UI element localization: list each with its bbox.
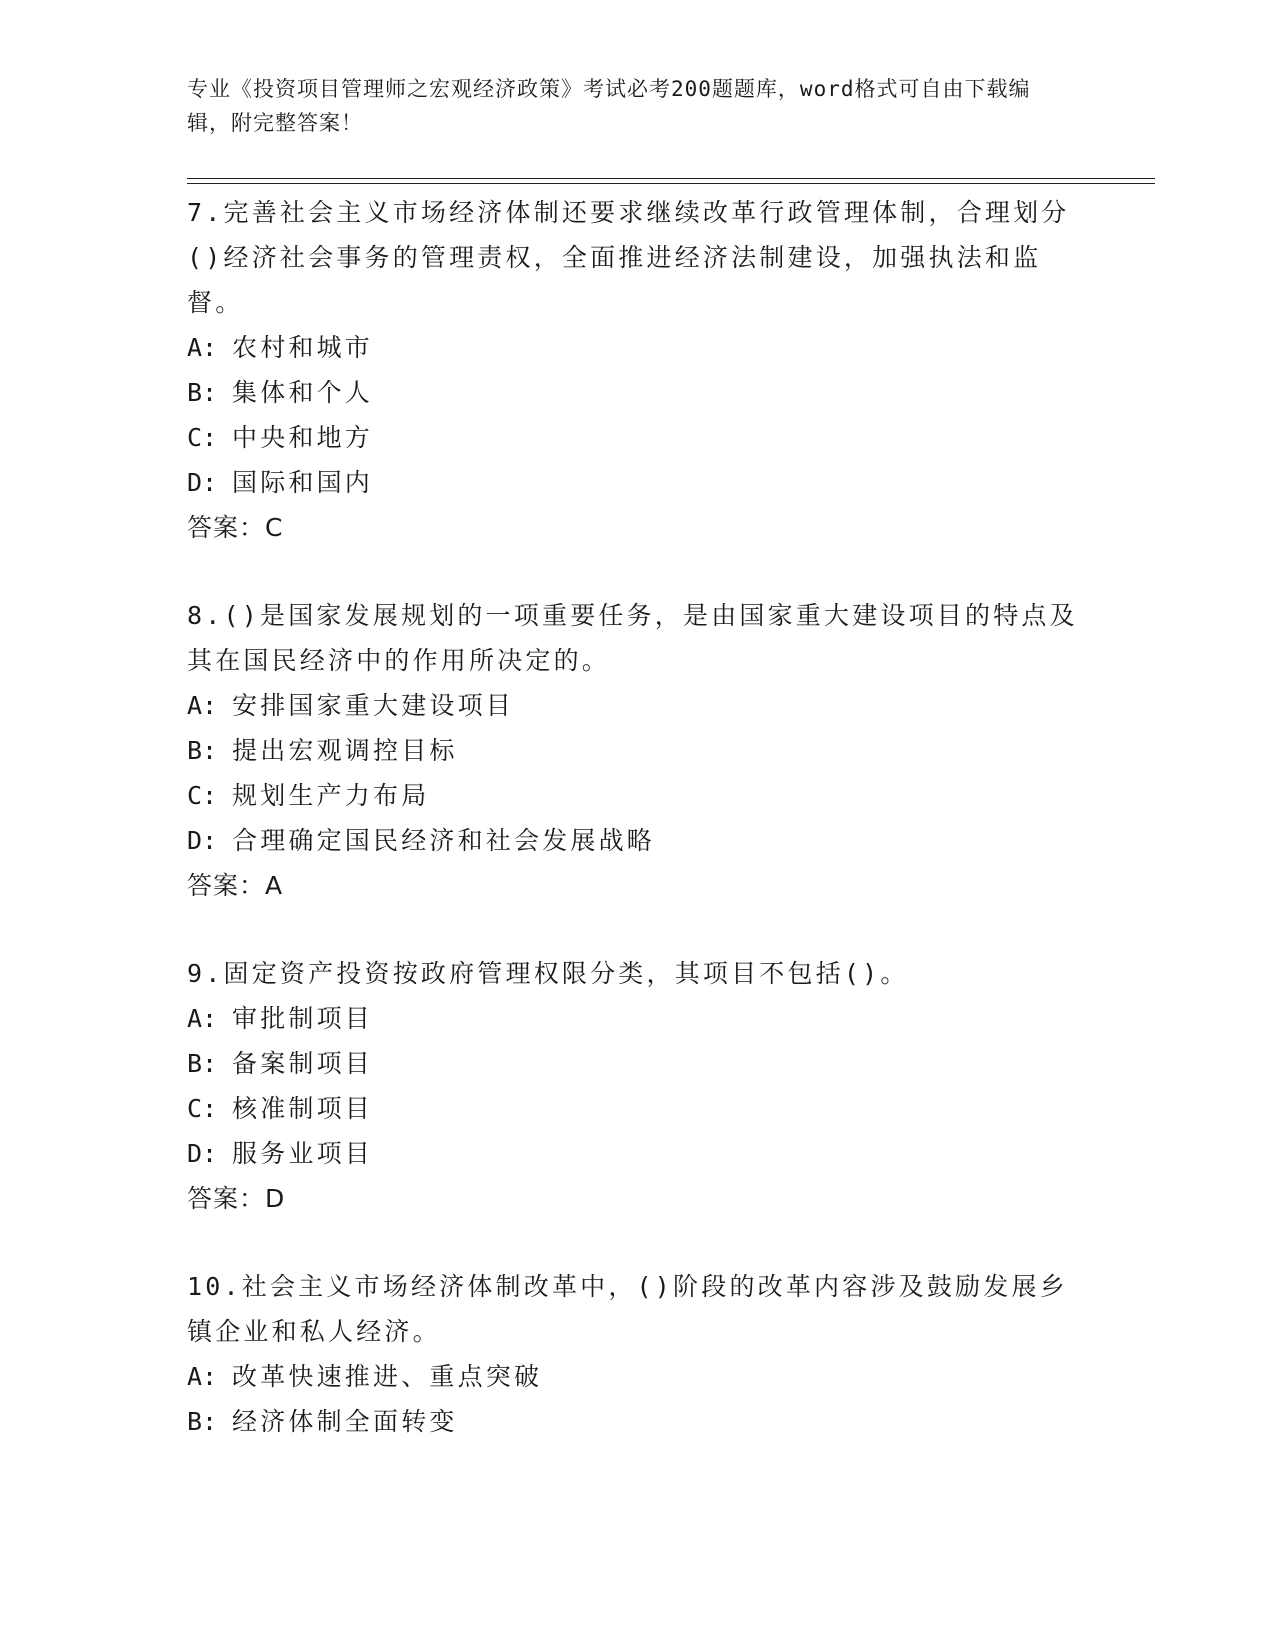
option-key: D: (187, 826, 218, 855)
option-text: 改革快速推进、重点突破 (232, 1362, 543, 1391)
option-text: 备案制项目 (232, 1049, 374, 1078)
option-key: C: (187, 781, 218, 810)
option-key: A: (187, 333, 218, 362)
option-text: 中央和地方 (232, 423, 374, 452)
option-text: 提出宏观调控目标 (232, 736, 458, 765)
option-c (187, 773, 1087, 818)
option-key: A: (187, 1362, 218, 1391)
option-key: D: (187, 1139, 218, 1168)
answer-line: 答案：A (187, 871, 284, 900)
answer-line: 答案：C (187, 513, 284, 542)
answer-line: 答案：D (187, 1184, 286, 1213)
option-c (187, 1086, 1087, 1131)
spacer (187, 1221, 1087, 1264)
option-key: B: (187, 736, 218, 765)
question-list (187, 190, 1087, 1444)
document-intro: 专业《投资项目管理师之宏观经济政策》考试必考200题题库，word格式可自由下载编辑，附完整答案！ (187, 77, 1031, 135)
option-text: 规划生产力布局 (232, 781, 430, 810)
option-key: C: (187, 1094, 218, 1123)
option-text: 经济体制全面转变 (232, 1407, 458, 1436)
option-text: 安排国家重大建设项目 (232, 691, 515, 720)
option-text: 审批制项目 (232, 1004, 374, 1033)
question-8 (187, 593, 1087, 908)
option-b (187, 1041, 1087, 1086)
option-text: 农村和城市 (232, 333, 374, 362)
option-text: 集体和个人 (232, 378, 374, 407)
header-rule-bottom (187, 183, 1155, 184)
question-text: 7.完善社会主义市场经济体制还要求继续改革行政管理体制，合理划分()经济社会事务的管理责权，全面推进经济法制建设，加强执法和监督。 (187, 198, 1070, 317)
option-d (187, 1131, 1087, 1176)
question-9 (187, 951, 1087, 1221)
option-text: 合理确定国民经济和社会发展战略 (232, 826, 656, 855)
spacer (187, 908, 1087, 951)
option-text: 国际和国内 (232, 468, 374, 497)
option-c (187, 415, 1087, 460)
option-b (187, 370, 1087, 415)
option-a (187, 683, 1087, 728)
option-a (187, 325, 1087, 370)
option-key: A: (187, 1004, 218, 1033)
question-text: 10.社会主义市场经济体制改革中，()阶段的改革内容涉及鼓励发展乡镇企业和私人经济。 (187, 1272, 1068, 1346)
option-key: C: (187, 423, 218, 452)
spacer (187, 550, 1087, 593)
option-d (187, 460, 1087, 505)
option-text: 核准制项目 (232, 1094, 374, 1123)
option-key: B: (187, 378, 218, 407)
option-a (187, 1354, 1087, 1399)
option-d (187, 818, 1087, 863)
question-10 (187, 1264, 1087, 1444)
header-rule-top (187, 178, 1155, 179)
option-key: D: (187, 468, 218, 497)
option-text: 服务业项目 (232, 1139, 374, 1168)
question-text: 8.()是国家发展规划的一项重要任务，是由国家重大建设项目的特点及其在国民经济中的作用所决定的。 (187, 601, 1078, 675)
option-key: B: (187, 1049, 218, 1078)
question-text: 9.固定资产投资按政府管理权限分类，其项目不包括()。 (187, 959, 909, 988)
question-7 (187, 190, 1087, 550)
option-key: A: (187, 691, 218, 720)
option-a (187, 996, 1087, 1041)
option-b (187, 728, 1087, 773)
option-key: B: (187, 1407, 218, 1436)
option-b (187, 1399, 1087, 1444)
